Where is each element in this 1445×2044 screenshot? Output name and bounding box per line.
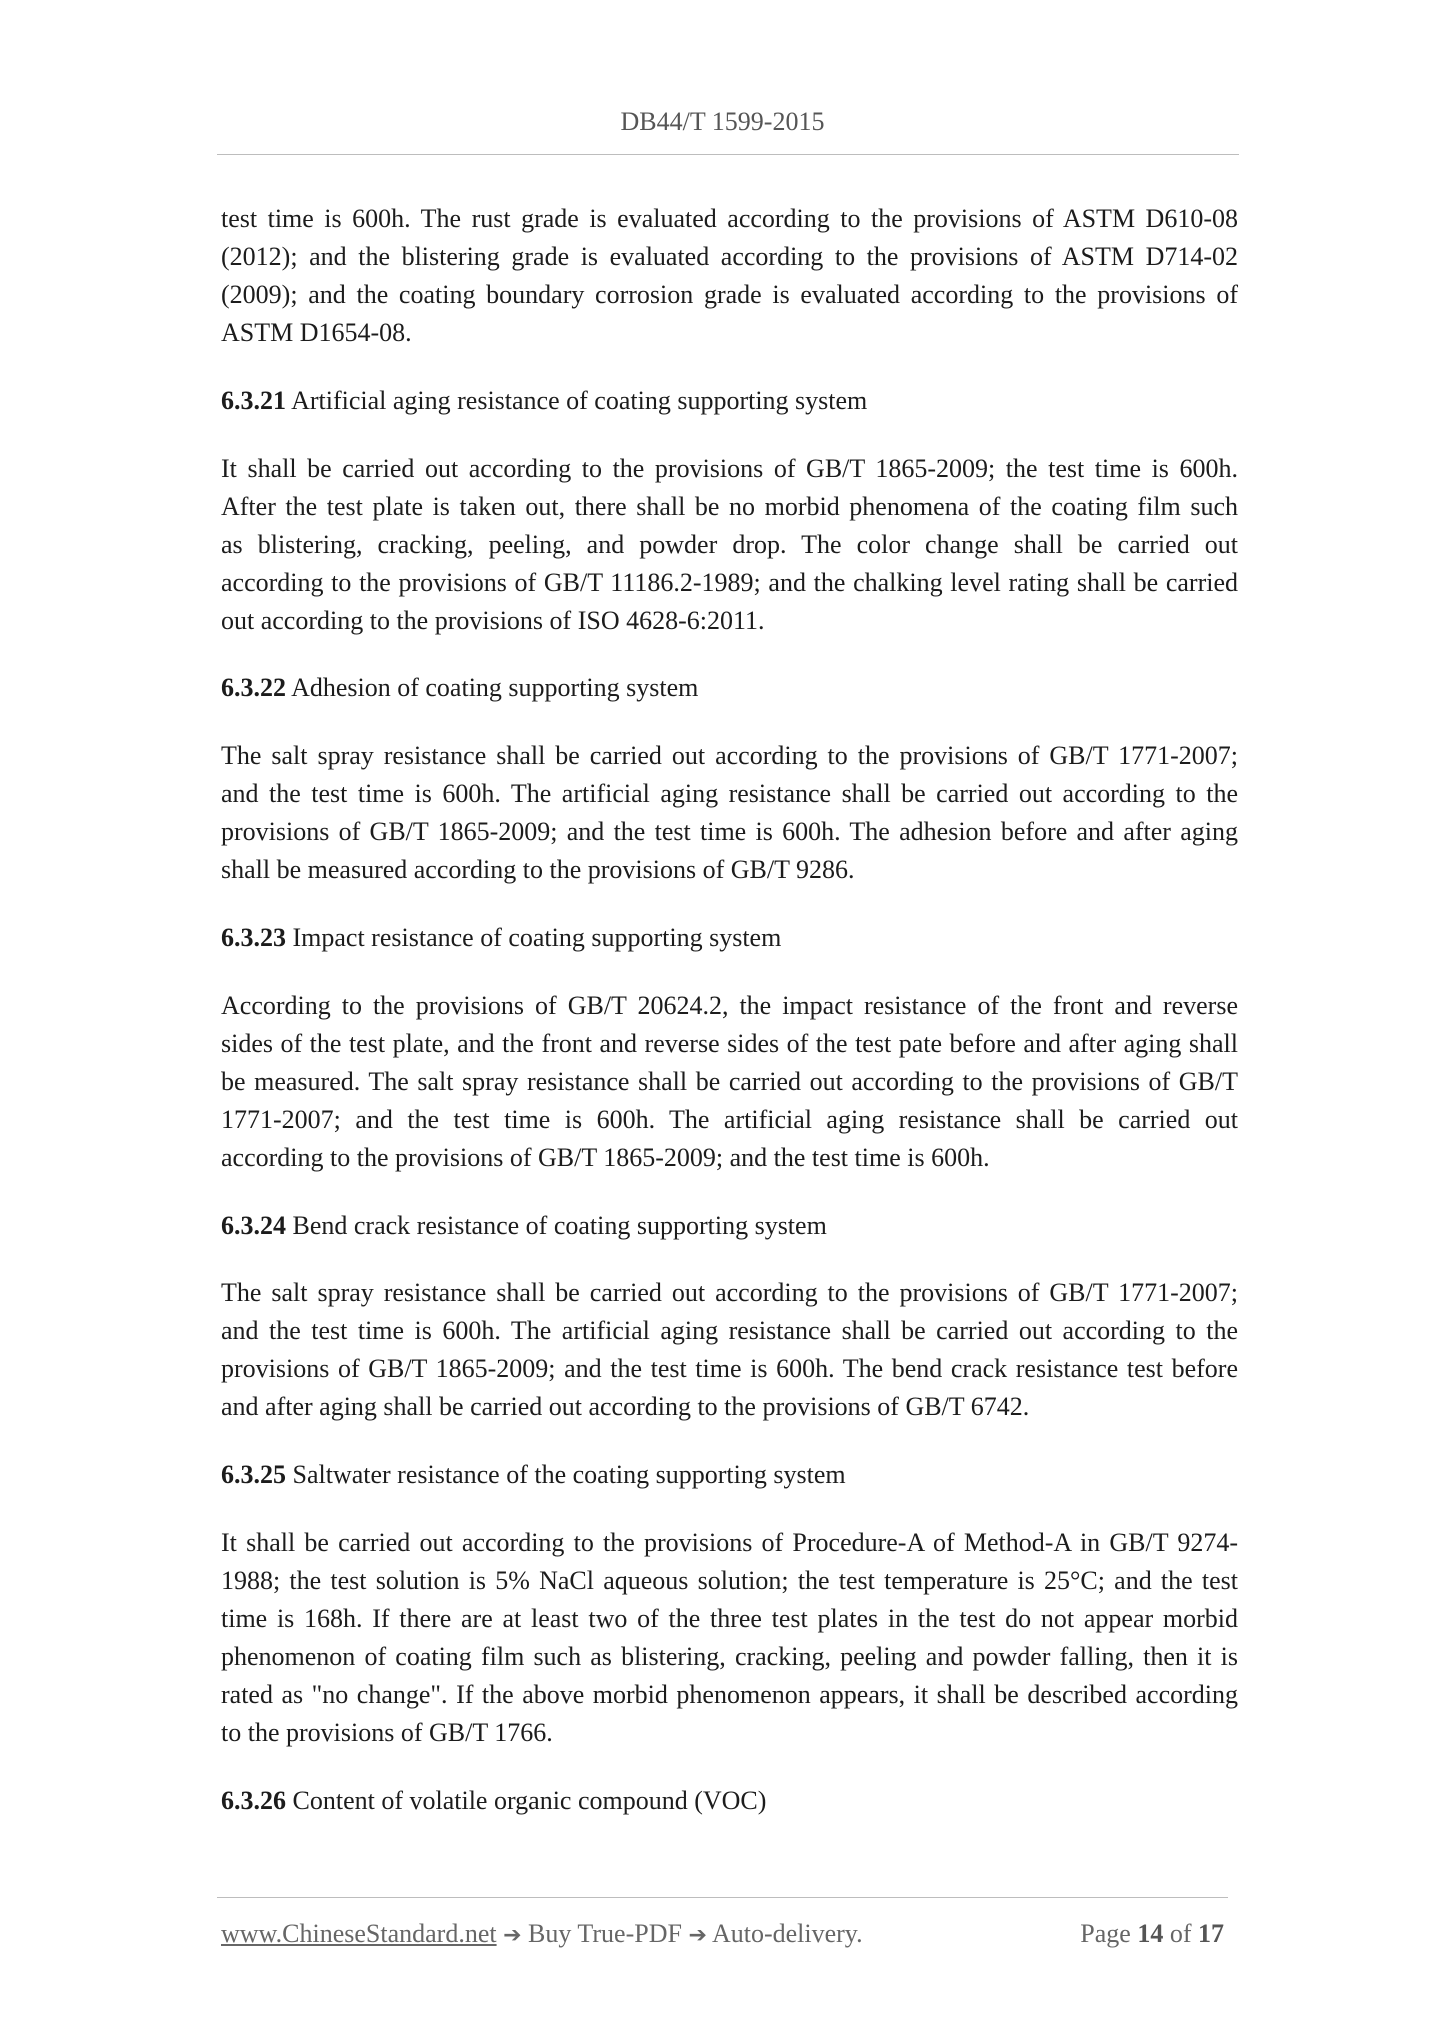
paragraph-line: time is 168h. If there are at least two of the three test plates in the test do not appear morbid bbox=[221, 1603, 1238, 1633]
paragraph-line: according to the provisions of GB/T 1865-2009; and the test time is 600h. bbox=[221, 1142, 990, 1172]
continued-paragraph bbox=[221, 200, 1238, 352]
paragraph-line: phenomenon of coating film such as blistering, cracking, peeling and powder falling, then it is bbox=[221, 1641, 1238, 1671]
paragraph-line: to the provisions of GB/T 1766. bbox=[221, 1717, 553, 1747]
paragraph-line: provisions of GB/T 1865-2009; and the test time is 600h. The bend crack resistance test before bbox=[221, 1354, 1238, 1384]
section-number: 6.3.26 bbox=[221, 1785, 286, 1815]
arrow-right-icon: ➔ bbox=[503, 1923, 522, 1948]
paragraph-line: according to the provisions of GB/T 11186.2-1989; and the chalking level rating shall be carried bbox=[221, 567, 1238, 597]
page-of-label: of bbox=[1169, 1919, 1192, 1948]
buy-pdf-text: Buy True-PDF bbox=[528, 1919, 682, 1948]
paragraph-line: ASTM D1654-08. bbox=[221, 318, 412, 347]
total-pages-number: 17 bbox=[1198, 1919, 1224, 1948]
section-title: Saltwater resistance of the coating supporting system bbox=[292, 1460, 846, 1490]
section-title: Artificial aging resistance of coating supporting system bbox=[291, 385, 868, 415]
paragraph-line: sides of the test plate, and the front and reverse sides of the test pate before and after aging shall bbox=[221, 1028, 1238, 1058]
paragraph-line: and the test time is 600h. The artificial aging resistance shall be carried out according to the bbox=[221, 1316, 1238, 1346]
paragraph-line: shall be measured according to the provisions of GB/T 9286. bbox=[221, 855, 855, 885]
paragraph-line: provisions of GB/T 1865-2009; and the test time is 600h. The adhesion before and after aging bbox=[221, 817, 1238, 847]
section-heading-6-3-22 bbox=[221, 669, 1238, 707]
section-title: Bend crack resistance of coating supporting system bbox=[292, 1210, 827, 1240]
section-number: 6.3.24 bbox=[221, 1210, 286, 1240]
section-paragraph bbox=[221, 987, 1238, 1177]
website-link[interactable]: www.ChineseStandard.net bbox=[221, 1919, 497, 1948]
page-label: Page bbox=[1080, 1919, 1131, 1948]
section-heading-6-3-25 bbox=[221, 1456, 1238, 1494]
page-body bbox=[221, 200, 1238, 1820]
paragraph-line: be measured. The salt spray resistance shall be carried out according to the provisions of GB/T bbox=[221, 1066, 1238, 1096]
section-heading-6-3-24 bbox=[221, 1207, 1238, 1245]
footer-divider bbox=[217, 1897, 1228, 1898]
auto-delivery-text: Auto-delivery. bbox=[711, 1919, 863, 1948]
paragraph-line: and after aging shall be carried out according to the provisions of GB/T 6742. bbox=[221, 1392, 1030, 1422]
paragraph-line: It shall be carried out according to the provisions of Procedure-A of Method-A in GB/T 9274- bbox=[221, 1527, 1238, 1557]
paragraph-line: 1771-2007; and the test time is 600h. The artificial aging resistance shall be carried out bbox=[221, 1104, 1238, 1134]
section-heading-6-3-23 bbox=[221, 919, 1238, 957]
section-number: 6.3.23 bbox=[221, 922, 286, 952]
paragraph-line: The salt spray resistance shall be carried out according to the provisions of GB/T 1771-2007; bbox=[221, 1278, 1238, 1308]
section-heading-6-3-26 bbox=[221, 1782, 1238, 1820]
paragraph-line: According to the provisions of GB/T 20624.2, the impact resistance of the front and reverse bbox=[221, 990, 1238, 1020]
section-paragraph bbox=[221, 450, 1238, 640]
section-heading-6-3-21 bbox=[221, 382, 1238, 420]
paragraph-line: (2012); and the blistering grade is evaluated according to the provisions of ASTM D714-02 bbox=[221, 242, 1238, 271]
section-number: 6.3.21 bbox=[221, 385, 286, 415]
section-paragraph bbox=[221, 1274, 1238, 1426]
section-number: 6.3.25 bbox=[221, 1460, 286, 1490]
section-title: Adhesion of coating supporting system bbox=[291, 673, 699, 703]
paragraph-line: After the test plate is taken out, there shall be no morbid phenomena of the coating film such bbox=[221, 491, 1238, 521]
standard-code: DB44/T 1599-2015 bbox=[620, 107, 825, 136]
footer-promo bbox=[221, 1915, 863, 1955]
paragraph-line: 1988; the test solution is 5% NaCl aqueous solution; the test temperature is 25°C; and the test bbox=[221, 1565, 1238, 1595]
page-counter bbox=[1080, 1915, 1224, 1953]
paragraph-line: It shall be carried out according to the provisions of GB/T 1865-2009; the test time is 600h. bbox=[221, 453, 1238, 483]
paragraph-line: The salt spray resistance shall be carried out according to the provisions of GB/T 1771-2007; bbox=[221, 741, 1238, 771]
header-divider bbox=[217, 154, 1239, 155]
page-header bbox=[0, 104, 1445, 140]
paragraph-line: test time is 600h. The rust grade is evaluated according to the provisions of ASTM D610-08 bbox=[221, 204, 1238, 233]
paragraph-line: as blistering, cracking, peeling, and powder drop. The color change shall be carried out bbox=[221, 529, 1238, 559]
section-title: Impact resistance of coating supporting system bbox=[292, 922, 782, 952]
section-paragraph bbox=[221, 1524, 1238, 1752]
paragraph-line: rated as "no change". If the above morbid phenomenon appears, it shall be described according bbox=[221, 1679, 1238, 1709]
paragraph-line: out according to the provisions of ISO 4628-6:2011. bbox=[221, 605, 765, 635]
arrow-right-icon: ➔ bbox=[688, 1923, 707, 1948]
paragraph-line: (2009); and the coating boundary corrosion grade is evaluated according to the provisions of bbox=[221, 280, 1238, 309]
paragraph-line: and the test time is 600h. The artificial aging resistance shall be carried out according to the bbox=[221, 779, 1238, 809]
section-paragraph bbox=[221, 737, 1238, 889]
current-page-number: 14 bbox=[1137, 1919, 1164, 1948]
section-number: 6.3.22 bbox=[221, 673, 286, 703]
section-title: Content of volatile organic compound (VOC) bbox=[292, 1785, 767, 1815]
page-footer bbox=[221, 1915, 1224, 1953]
